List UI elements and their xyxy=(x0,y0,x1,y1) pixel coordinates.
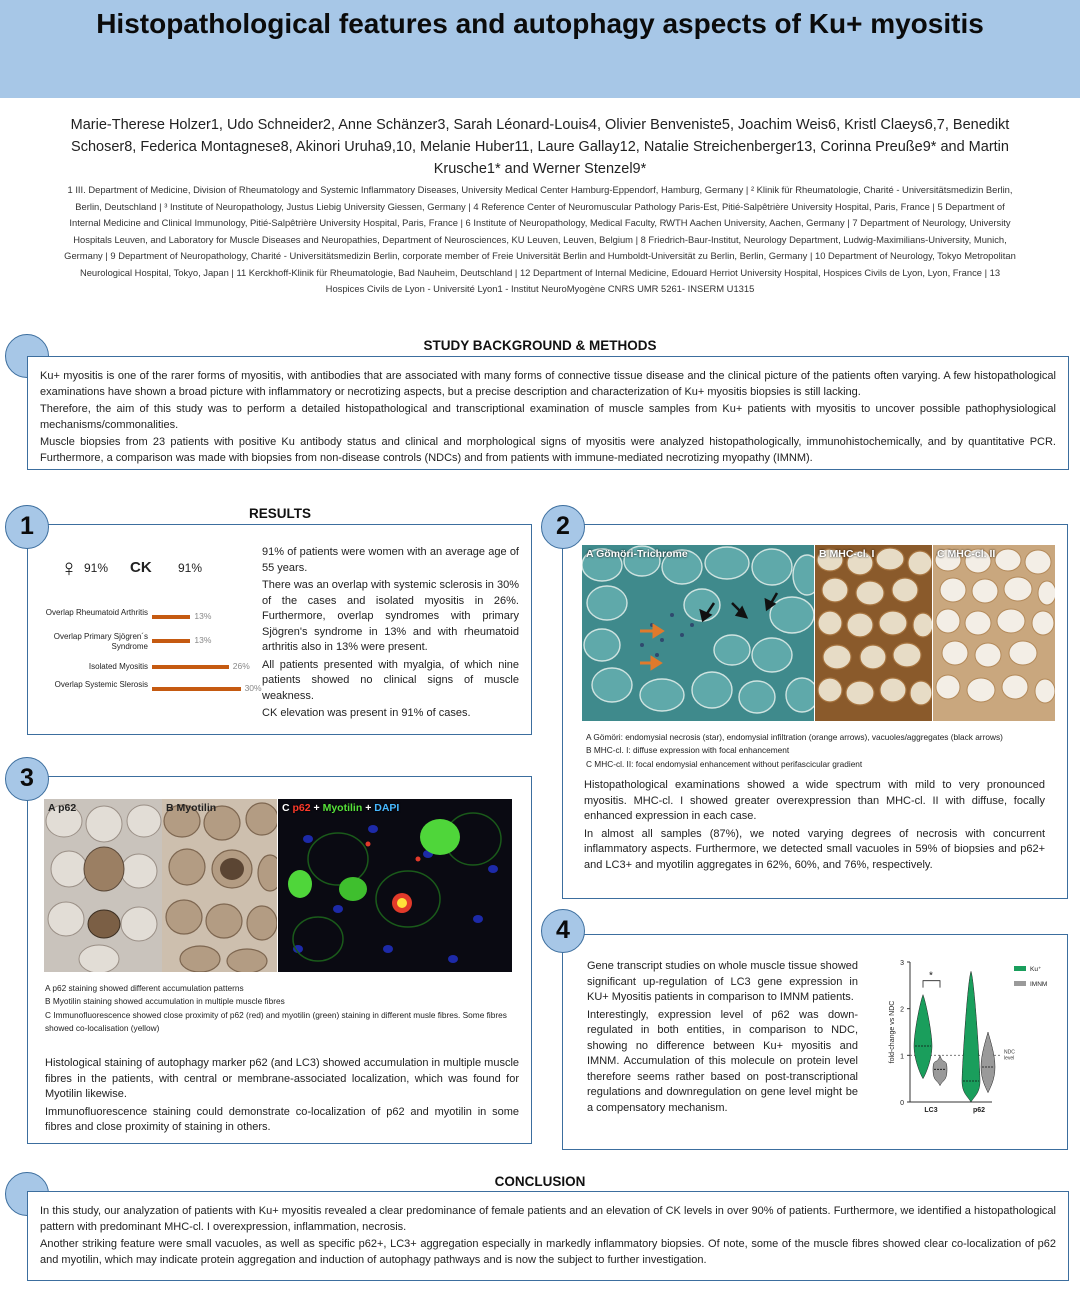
mhc1-micrograph xyxy=(815,545,932,721)
myotilin-micrograph xyxy=(162,799,277,972)
background-box xyxy=(27,356,1069,470)
immunofluorescence-image xyxy=(278,799,512,972)
y-tick-label: 0 xyxy=(900,1100,904,1107)
violin-ku-p62 xyxy=(962,971,980,1102)
panel-1-p1: 91% of patients were women with an average age of 55 years. xyxy=(262,546,519,574)
panel-3-number: 3 xyxy=(5,757,49,801)
myotilin-label: B Myotilin xyxy=(166,802,217,814)
gomori-micrograph xyxy=(582,545,814,721)
myotilin-image xyxy=(162,799,277,972)
background-p1: Ku+ myositis is one of the rarer forms of myositis, with antibodies that are associated with many forms of connective tissue disease and the clinical picture of the patients often varying. A few histopathological examinations have shown a broad picture with inflammatory or necrotizing aspects, but a precise description and characterization of Ku+ myositis biopsies is still lacking. xyxy=(40,370,1056,398)
legend-ku-label: Ku⁺ xyxy=(1030,966,1042,973)
background-p3: Muscle biopsies from 23 patients with positive Ku antibody status and clinical and morphological signs of myositis were analyzed histopathologically, immunohistochemically, and by quantitative PCR. Furthermore, a comparison was made with biopsies from non-disease controls (NDCs) and from patients with immune-mediated necrotizing myopathy (IMNM). xyxy=(40,436,1056,464)
panel-1-p4: CK elevation was present in 91% of cases. xyxy=(262,707,471,719)
female-percentage: 91% xyxy=(84,561,109,575)
panel-1-p2: There was an overlap with systemic sclerosis in 30% of the cases and isolated myositis in 26%. Furthermore, overlap syndromes with primary Sjögren's syndrome in 13% and with rheumatoid arthritis also in 13% were present. xyxy=(262,579,519,653)
panel-3-caption-c: C Immunofluorescence showed close proximity of p62 (red) and myotilin (green) staining in different musle fibres. Some fibres showed co-localisation (yellow) xyxy=(45,1009,507,1033)
female-icon: ♀ xyxy=(60,555,78,582)
ndc-label-line1: NDC xyxy=(1004,1049,1015,1056)
mhc2-micrograph xyxy=(933,545,1055,721)
y-tick-label: 3 xyxy=(900,960,904,967)
mhc1-label: B MHC-cl. I xyxy=(819,548,875,560)
panel-3-captions xyxy=(45,982,515,1035)
legend-ku-swatch xyxy=(1014,966,1026,971)
bar-value: 26% xyxy=(232,661,250,671)
if-label-plus-2: + xyxy=(365,802,372,814)
gene-expression-chart xyxy=(882,950,1062,1135)
panel-4-p1: Gene transcript studies on whole muscle tissue showed significant up-regulation of LC3 gene expression in KU+ Myositis patients in comparison to IMNM patients. xyxy=(587,960,858,1003)
ck-label: CK xyxy=(130,559,152,576)
p62-micrograph xyxy=(44,799,162,972)
conclusion-box xyxy=(27,1191,1069,1281)
background-p2: Therefore, the aim of this study was to perform a detailed histopathological and transcriptional examination of muscle samples from Ku+ patients with myositis to uncover possible pathophysiological mechanisms/commonalities. xyxy=(40,403,1056,431)
bar-value: 13% xyxy=(194,635,212,645)
mhc-class-1-image xyxy=(815,545,932,721)
if-label-p62: p62 xyxy=(292,802,311,814)
panel-1-p3: All patients presented with myalgia, of which nine patients showed no clinical signs of muscle weakness. xyxy=(262,658,519,702)
author-list: Marie-Therese Holzer1, Udo Schneider2, Anne Schänzer3, Sarah Léonard-Louis4, Olivier Benveniste5, Joachim Weis6, Kristl Claeys6,7, Benedikt Schoser8, Federica Montagnese8, Akinori Uruha9,10, Melanie Huber11, Laure Gallay12, Natalie Streichenberger13, Corinna Preuße9* and Martin Krusche1* and Werner Stenzel9* xyxy=(70,117,1010,177)
mhc-class-2-image xyxy=(933,545,1055,721)
immunofluorescence-label xyxy=(282,802,399,814)
results-heading: RESULTS xyxy=(248,506,311,521)
panel-3-p1: Histological staining of autophagy marker p62 (and LC3) showed accumulation in multiple muscle fibres in the patients, with central or membrane-associated localization, which was found for Myotilin likewise. xyxy=(45,1057,519,1100)
panel-1-text xyxy=(262,545,519,724)
panel-3-caption-a: A p62 staining showed different accumulation patterns xyxy=(45,983,244,993)
bar-label: Overlap Rheumatoid Arthritis xyxy=(45,608,148,617)
bar-label: Isolated Myositis xyxy=(88,662,148,671)
bar-value: 13% xyxy=(194,611,212,621)
violin-ku-lc3 xyxy=(914,995,932,1079)
ndc-label-line2: level xyxy=(1004,1055,1015,1062)
violin-imnm-lc3 xyxy=(933,1055,947,1085)
panel-2-p2: In almost all samples (87%), we noted varying degrees of necrosis with concurrent inflammatory aspects. Furthermore, we detected small vacuoles in 59% of biopsies and p62+ and LC3+ and myotilin aggregates in 62%, 60%, and 76%, respectively. xyxy=(584,827,1045,871)
bar xyxy=(152,687,241,691)
significance-bracket xyxy=(923,981,940,988)
panel-2-p1: Histopathological examinations showed a wide spectrum with mild to very pronounced myositis. MHC-cl. I showed greater overexpression than MHC-cl. II with diffuse, focally enhanced expression in each case. xyxy=(584,779,1045,822)
gomori-label: A Gömöri-Trichrome xyxy=(586,548,688,560)
panel-3-text xyxy=(45,1056,519,1138)
panel-3-caption-b: B Myotilin staining showed accumulation in multiple muscle fibres xyxy=(45,996,285,1007)
mhc2-label: C MHC-cl. II xyxy=(937,548,996,560)
panel-2-number: 2 xyxy=(541,505,585,549)
panel-2-caption-a: A Gömöri: endomysial necrosis (star), endomysial infiltration (orange arrows), vacuoles/aggregates (black arrows) xyxy=(586,732,1003,742)
panel-2-caption-c: C MHC-cl. II: focal endomysial enhancement without perifascicular gradient xyxy=(586,758,863,769)
immunofluorescence-micrograph xyxy=(278,799,512,972)
significance-star: * xyxy=(929,970,933,982)
bar-label: Overlap Primary Sjögren´s Syndrome xyxy=(53,632,148,651)
if-label-dapi: DAPI xyxy=(374,802,400,814)
x-tick-label: p62 xyxy=(972,1107,986,1114)
poster-title: Histopathological features and autophagy aspects of Ku+ myositis xyxy=(96,8,984,39)
overlap-bar-chart xyxy=(30,608,262,698)
panel-3-p2: Immunofluorescence staining could demonstrate co-localization of p62 and myotilin in some fibres and close proximity of staining in others. xyxy=(45,1105,519,1133)
panel-4-p2: Interestingly, expression level of p62 was down-regulated in both entities, in comparison to NDC, showing no difference between Ku+ myositis and IMNM. Accumulation of this molecule on protein level therefore seems rather based on post-transcriptional regulations and downregulation on gene level might be a compensatory mechanism. xyxy=(587,1008,858,1114)
y-axis-label: fold-change vs NDC xyxy=(889,1000,896,1064)
violin-plot xyxy=(882,950,1062,1135)
panel-1-number: 1 xyxy=(5,505,49,549)
conclusion-heading: CONCLUSION xyxy=(494,1174,586,1189)
y-tick-label: 2 xyxy=(900,1006,904,1014)
affiliations: 1 III. Department of Medicine, Division of Rheumatology and Systemic Inflammatory Diseases, University Medical Center Hamburg-Eppendorf, Hamburg, Germany | ² Klinik für Rheumatologie, Charité - Universitätsmedizin Berlin, Berlin, Deutschland | ³ Institute of Neuropathology, Justus Liebig University Giessen, Germany | 4 Reference Center of Neuromuscular Pathology Paris-Est, Pitié-Salpêtrière University Hospital, Paris, France | 5 Department of Internal Medicine and Clinical Immunology, Pitié-Salpêtrière University Hospital, Paris, France | 6 Institute of Neuropathology, Medical Faculty, RWTH Aachen University, Aachen, Germany | 7 Department of Neurology, University Hospitals Leuven, and Laboratory for Muscle Diseases and Neuropathies, Department of Neurosciences, KU Leuven, Leuven, Belgium | 8 Friedrich-Baur-Institut, Neurology Department, Ludwig-Maximilians-University, Munich, Germany | 9 Department of Neuropathology, Charité - Universitätsmedizin Berlin, corporate member of Freie Universität Berlin and Humboldt-Universität zu Berlin, Berlin, Germany | 10 Department of Neurology, Tokyo Metropolitan Neurological Hospital, Tokyo, Japan | 11 Kerckhoff-Klinik für Rheumatologie, Bad Nauheim, Deutschland | 12 Department of Internal Medicine, Edouard Herriot University Hospital, Hospices Civils de Lyon, Lyon, France | 13 Hospices Civils de Lyon - Université Lyon1 - Institut NeuroMyogène CNRS UMR 5261- INSERM U1315 xyxy=(64,184,1016,294)
x-tick-label: LC3 xyxy=(924,1107,938,1114)
bar-label: Overlap Systemic Slerosis xyxy=(54,680,148,689)
panel-2-text xyxy=(584,778,1045,875)
if-label-plus-1: + xyxy=(313,802,320,814)
violin-imnm-p62 xyxy=(981,1032,995,1093)
p62-label: A p62 xyxy=(48,802,77,814)
conclusion-p2: Another striking feature were small vacuoles, as well as specific p62+, LC3+ aggregation especially in markedly inflammatory biopsies. Of note, some of the muscle fibres showed clear co-localization of p62 and myotilin, which may indicate protein aggregation and induction of autophagy pathways and is now the subject to further investigation. xyxy=(40,1238,1056,1266)
bar xyxy=(152,615,190,619)
panel-4-number: 4 xyxy=(541,909,585,953)
gomori-trichrome-image xyxy=(582,545,814,721)
panel-2-caption-b: B MHC-cl. I: diffuse expression with focal enhancement xyxy=(586,745,790,756)
bar-value: 30% xyxy=(244,683,262,693)
panel-4-text xyxy=(587,959,858,1118)
legend-imnm-label: IMNM xyxy=(1030,981,1048,988)
legend-imnm-swatch xyxy=(1014,981,1026,986)
if-label-myotilin: Myotilin xyxy=(322,802,363,814)
conclusion-p1: In this study, our analyzation of patients with Ku+ myositis revealed a clear predominance of female patients and an elevation of CK levels in over 90% of patients. Furthermore, we identified a histopathological pattern with predominant MHC-cl. I overexpression, inflammation, necrosis. xyxy=(40,1205,1056,1233)
y-tick-label: 1 xyxy=(900,1053,904,1061)
ck-percentage: 91% xyxy=(178,561,203,575)
panel-2-captions xyxy=(586,731,1056,771)
if-label-prefix: C xyxy=(282,802,290,814)
background-heading: STUDY BACKGROUND & METHODS xyxy=(423,338,657,353)
bar xyxy=(152,665,229,669)
bar xyxy=(152,639,190,643)
p62-image xyxy=(44,799,162,972)
